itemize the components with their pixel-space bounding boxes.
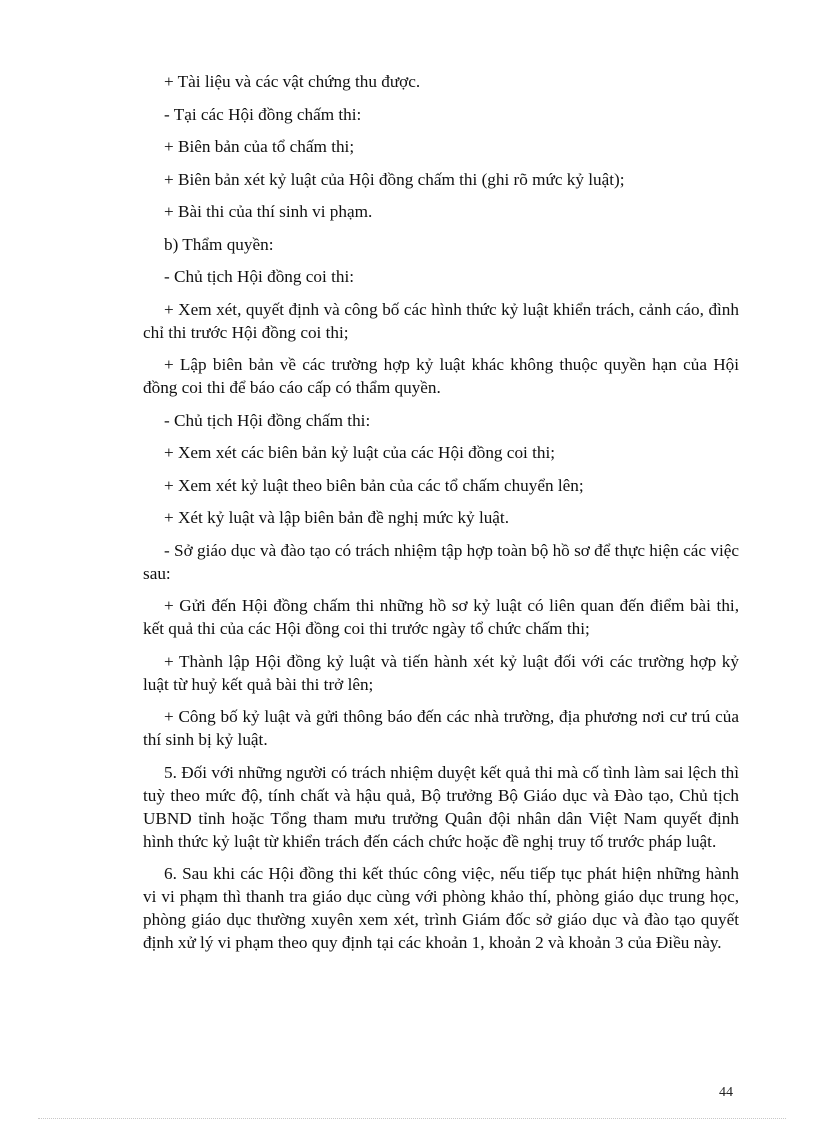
paragraph: - Chủ tịch Hội đồng chấm thi: bbox=[164, 410, 371, 430]
page-number: 44 bbox=[719, 1085, 733, 1100]
paragraph: 5. Đối với những người có trách nhiệm duyệt kết quả thi mà cố tình làm sai lệch thì tuỳ theo mức độ, tính chất và hậu quả, Bộ trưởng Bộ Giáo dục và Đào tạo, Chủ tịch UBND tỉnh hoặc Tổng tham mưu trưởng Quân đội nhân dân Việt Nam quyết định hình thức kỷ luật từ khiển trách đến cách chức hoặc đề nghị truy tố trước pháp luật. bbox=[143, 762, 739, 851]
paragraph: + Xem xét các biên bản kỷ luật của các Hội đồng coi thi; bbox=[164, 443, 556, 462]
paragraph: + Công bố kỷ luật và gửi thông báo đến các nhà trường, địa phương nơi cư trú của thí sinh bị kỷ luật. bbox=[143, 707, 739, 749]
paragraph: - Tại các Hội đồng chấm thi: bbox=[164, 104, 362, 124]
paragraph: 6. Sau khi các Hội đồng thi kết thúc công việc, nếu tiếp tục phát hiện những hành vi vi phạm thì thanh tra giáo dục cùng với phòng khảo thí, phòng giáo dục trung học, phòng giáo dục thường xuyên xem xét, trình Giám đốc sở giáo dục và đào tạo quyết định xử lý vi phạm theo quy định tại các khoản 1, khoản 2 và khoản 3 của Điều này. bbox=[143, 864, 739, 952]
paragraph: + Thành lập Hội đồng kỷ luật và tiến hành xét kỷ luật đối với các trường hợp kỷ luật từ huỷ kết quả bài thi trở lên; bbox=[143, 651, 739, 694]
paragraph: + Gửi đến Hội đồng chấm thi những hồ sơ kỷ luật có liên quan đến điểm bài thi, kết quả thi của các Hội đồng coi thi trước ngày tổ chức chấm thi; bbox=[143, 596, 739, 638]
paragraph: + Biên bản xét kỷ luật của Hội đồng chấm thi (ghi rõ mức kỷ luật); bbox=[164, 169, 625, 189]
paragraph: + Tài liệu và các vật chứng thu được. bbox=[164, 72, 421, 91]
paragraph: + Xét kỷ luật và lập biên bản đề nghị mức kỷ luật. bbox=[164, 508, 510, 527]
paragraph: - Chủ tịch Hội đồng coi thi: bbox=[164, 267, 355, 286]
paragraph: b) Thẩm quyền: bbox=[164, 234, 274, 254]
paragraph: + Biên bản của tổ chấm thi; bbox=[164, 137, 355, 156]
paragraph: + Bài thi của thí sinh vi phạm. bbox=[164, 202, 373, 221]
footer-divider bbox=[38, 1118, 786, 1119]
page-body bbox=[143, 70, 739, 964]
paragraph: + Xem xét, quyết định và công bố các hình thức kỷ luật khiển trách, cảnh cáo, đình chỉ thi trước Hội đồng coi thi; bbox=[143, 299, 739, 342]
paragraph: + Lập biên bản về các trường hợp kỷ luật khác không thuộc quyền hạn của Hội đồng coi thi để báo cáo cấp có thẩm quyền. bbox=[143, 355, 739, 397]
paragraph: + Xem xét kỷ luật theo biên bản của các tổ chấm chuyển lên; bbox=[164, 475, 584, 495]
paragraph: - Sở giáo dục và đào tạo có trách nhiệm tập hợp toàn bộ hồ sơ để thực hiện các việc sau: bbox=[143, 540, 739, 583]
